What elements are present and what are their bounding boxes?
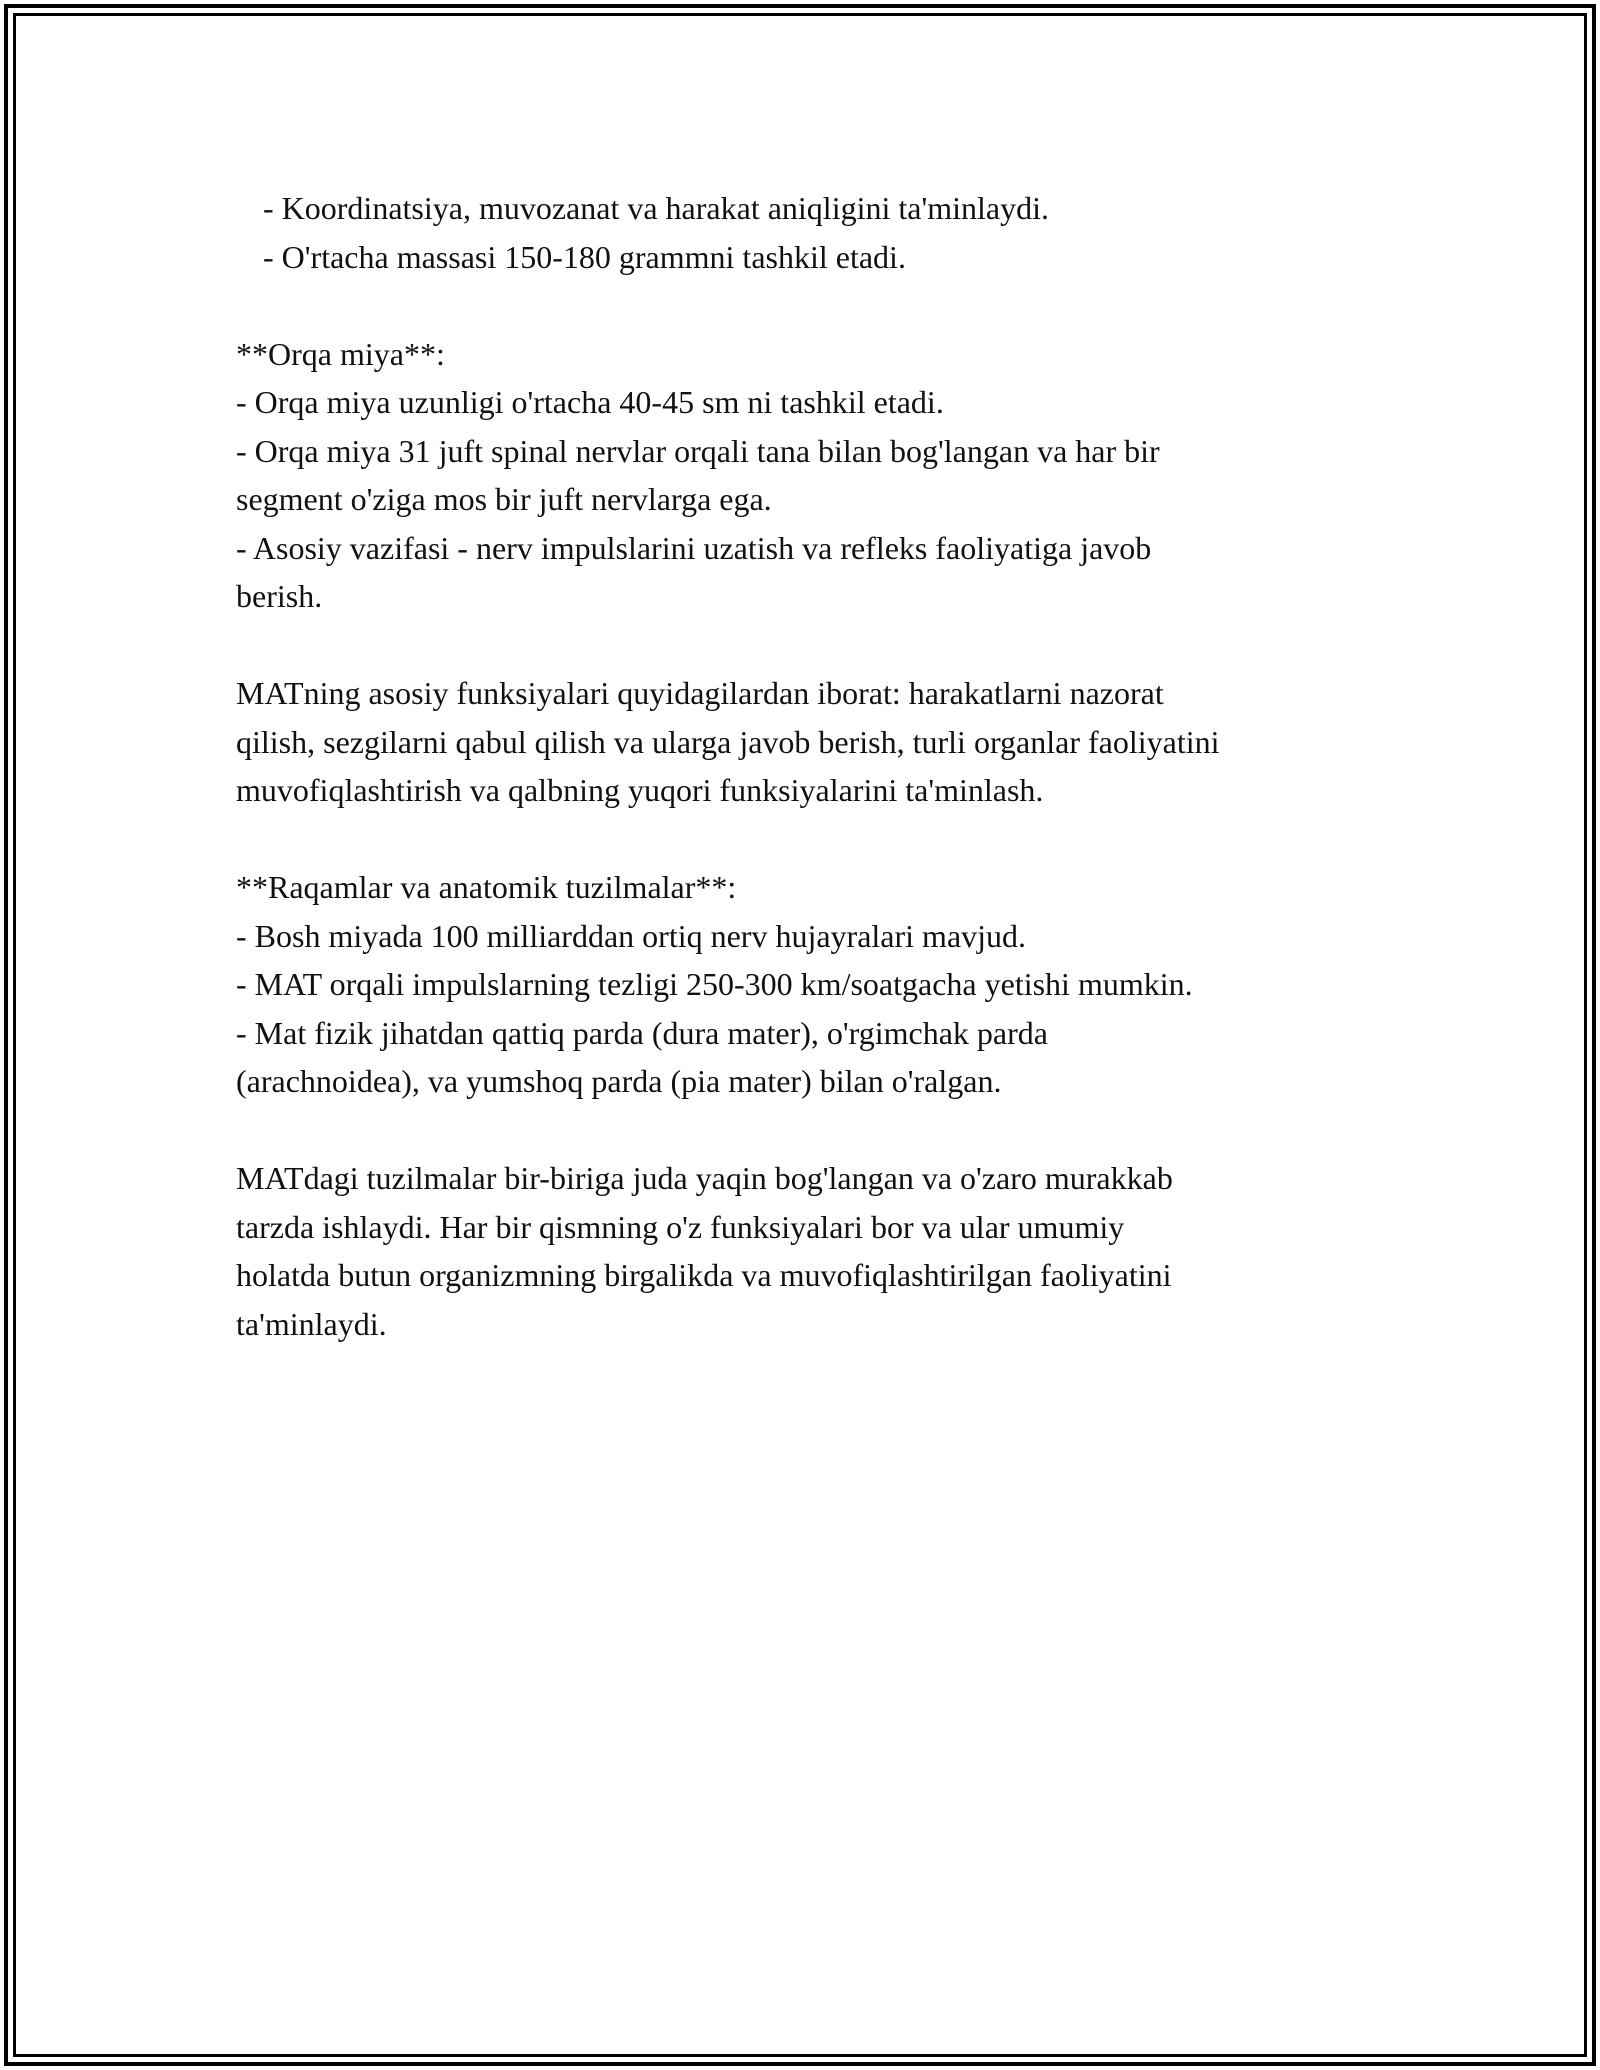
paragraph-spacer	[236, 815, 1396, 864]
section-heading-orqa-miya: **Orqa miya**:	[236, 335, 445, 372]
raqamlar-line: - Bosh miyada 100 milliarddan ortiq nerv hujayralari mavjud.	[236, 917, 1027, 954]
orqa-miya-line: - Orqa miya 31 juft spinal nervlar orqali tana bilan bog'langan va har bir	[236, 432, 1160, 469]
mat-functions-line: muvofiqlashtirish va qalbning yuqori funksiyalarini ta'minlash.	[236, 772, 1044, 808]
orqa-miya-line: - Asosiy vazifasi - nerv impulslarini uzatish va refleks faoliyatiga javob	[236, 529, 1152, 566]
mat-functions-line: qilish, sezgilarni qabul qilish va ularga javob berish, turli organlar faoliyatini	[236, 723, 1220, 760]
orqa-miya-line: - Orqa miya uzunligi o'rtacha 40-45 sm ni tashkil etadi.	[236, 384, 944, 420]
raqamlar-line: - MAT orqali impulslarning tezligi 250-300 km/soatgacha yetishi mumkin.	[236, 966, 1193, 1002]
orqa-miya-line: segment o'ziga mos bir juft nervlarga ega.	[236, 481, 772, 517]
paragraph-spacer	[236, 281, 1396, 330]
raqamlar-line: (arachnoidea), va yumshoq parda (pia mater) bilan o'ralgan.	[236, 1063, 1002, 1099]
intro-item: - O'rtacha massasi 150-180 grammni tashkil etadi.	[263, 238, 906, 275]
conclusion-line: holatda butun organizmning birgalikda va muvofiqlashtirilgan faoliyatini	[236, 1257, 1172, 1293]
document-body	[236, 184, 1396, 1348]
paragraph-spacer	[236, 621, 1396, 670]
raqamlar-line: - Mat fizik jihatdan qattiq parda (dura mater), o'rgimchak parda	[236, 1014, 1048, 1051]
mat-functions-line: MATning asosiy funksiyalari quyidagilardan iborat: harakatlarni nazorat	[236, 675, 1164, 711]
conclusion-line: ta'minlaydi.	[236, 1305, 387, 1342]
section-heading-raqamlar: **Raqamlar va anatomik tuzilmalar**:	[236, 869, 737, 905]
intro-item: - Koordinatsiya, muvozanat va harakat aniqligini ta'minlaydi.	[263, 190, 1049, 226]
conclusion-line: tarzda ishlaydi. Har bir qismning o'z funksiyalari bor va ular umumiy	[236, 1208, 1125, 1245]
orqa-miya-line: berish.	[236, 578, 323, 614]
paragraph-spacer	[236, 1106, 1396, 1155]
conclusion-line: MATdagi tuzilmalar bir-biriga juda yaqin bog'langan va o'zaro murakkab	[236, 1160, 1173, 1196]
